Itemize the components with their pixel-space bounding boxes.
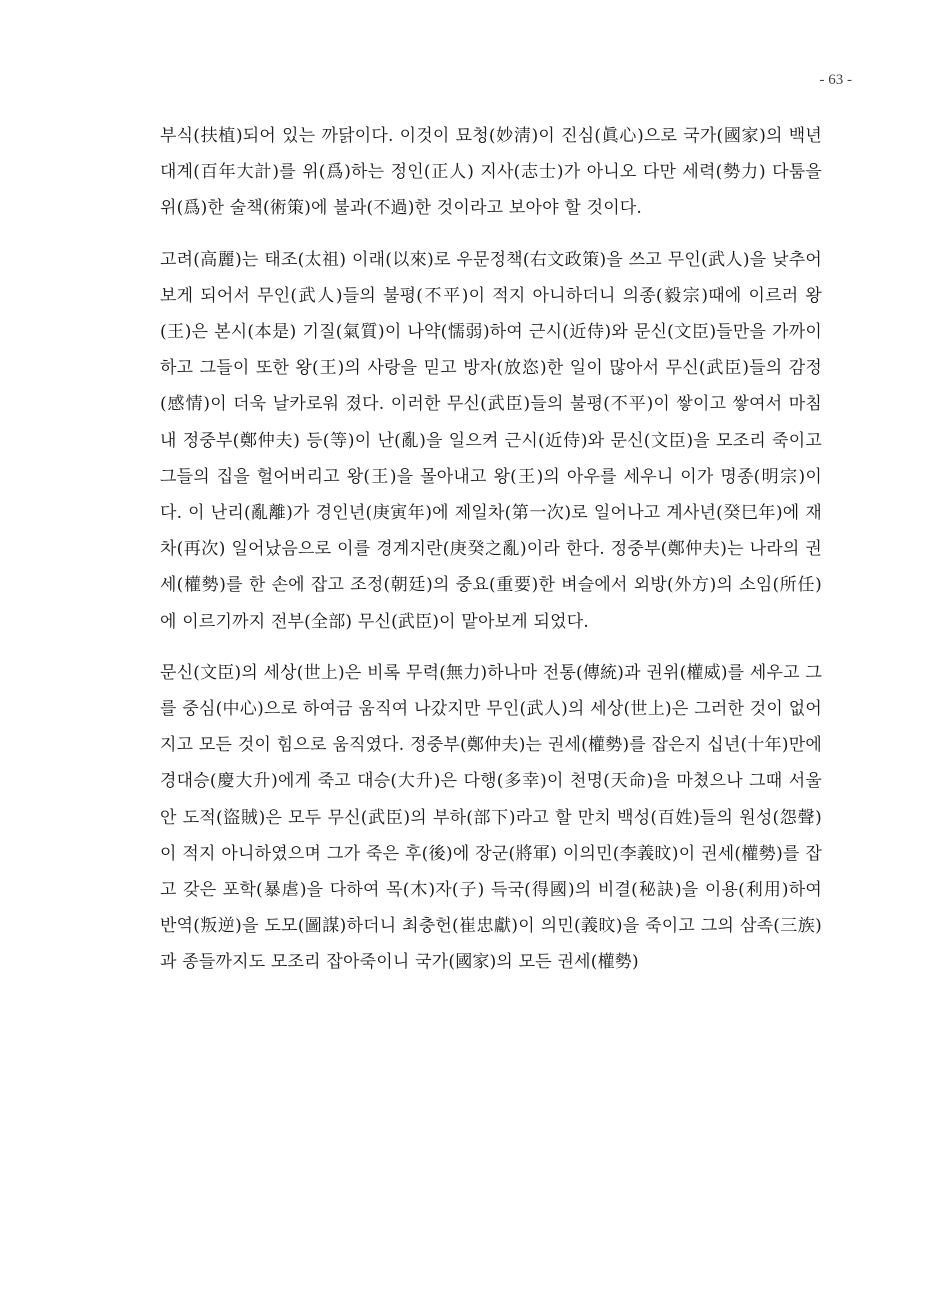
- paragraph-1: 부식(扶植)되어 있는 까닭이다. 이것이 묘청(妙淸)이 진심(眞心)으로 국가(國家)의 백년대계(百年大計)를 위(爲)하는 정인(正人) 지사(志士)가 아니오 다만 세력(勢力) 다툼을 위(爲)한 술책(術策)에 불과(不過)한 것이라고 보아야 할 것이다.: [160, 126, 822, 219]
- paragraph-2: 고려(高麗)는 태조(太祖) 이래(以來)로 우문정책(右文政策)을 쓰고 무인(武人)을 낮추어보게 되어서 무인(武人)들의 불평(不平)이 적지 아니하더니 의종(毅宗)때에 이르러 왕(王)은 본시(本是) 기질(氣質)이 나약(懦弱)하여 근시(近侍)와 문신(文臣)들만을 가까이하고 그들이 또한 왕(王)의 사랑을 믿고 방자(放恣)한 일이 많아서 무신(武臣)들의 감정(感情)이 더욱 날카로워 졌다. 이러한 무신(武臣)들의 불평(不平)이 쌓이고 쌓여서 마침내 정중부(鄭仲夫) 등(等)이 난(亂)을 일으켜 근시(近侍)와 문신(文臣)을 모조리 죽이고 그들의 집을 헐어버리고 왕(王)을 몰아내고 왕(王)의 아우를 세우니 이가 명종(明宗)이다. 이 난리(亂離)가 경인년(庚寅年)에 제일차(第一次)로 일어나고 계사년(癸巳年)에 재차(再次) 일어났음으로 이를 경계지란(庚癸之亂)이라 한다. 정중부(鄭仲夫)는 나라의 권세(權勢)를 한 손에 잡고 조정(朝廷)의 중요(重要)한 벼슬에서 외방(外方)의 소임(所任)에 이르기까지 전부(全部) 무신(武臣)이 맡아보게 되었다.: [160, 249, 822, 632]
- paragraph-3: 문신(文臣)의 세상(世上)은 비록 무력(無力)하나마 전통(傳統)과 권위(權威)를 세우고 그를 중심(中心)으로 하여금 움직여 나갔지만 무인(武人)의 세상(世上)은 그러한 것이 없어지고 모든 것이 힘으로 움직였다. 정중부(鄭仲夫)는 권세(權勢)를 잡은지 십년(十年)만에 경대승(慶大升)에게 죽고 대승(大升)은 다행(多幸)이 천명(天命)을 마쳤으나 그때 서울 안 도적(盜賊)은 모두 무신(武臣)의 부하(部下)라고 할 만치 백성(百姓)들의 원성(怨聲)이 적지 아니하였으며 그가 죽은 후(後)에 장군(將軍) 이의민(李義旼)이 권세(權勢)를 잡고 갖은 포학(暴虐)을 다하여 목(木)자(子) 득국(得國)의 비결(秘訣)을 이용(利用)하여 반역(叛逆)을 도모(圖謀)하더니 최충헌(崔忠獻)이 의민(義旼)을 죽이고 그의 삼족(三族)과 종들까지도 모조리 잡아죽이니 국가(國家)의 모든 권세(權勢): [160, 662, 822, 973]
- page-number: - 63 -: [819, 72, 852, 88]
- body-text: [160, 118, 822, 996]
